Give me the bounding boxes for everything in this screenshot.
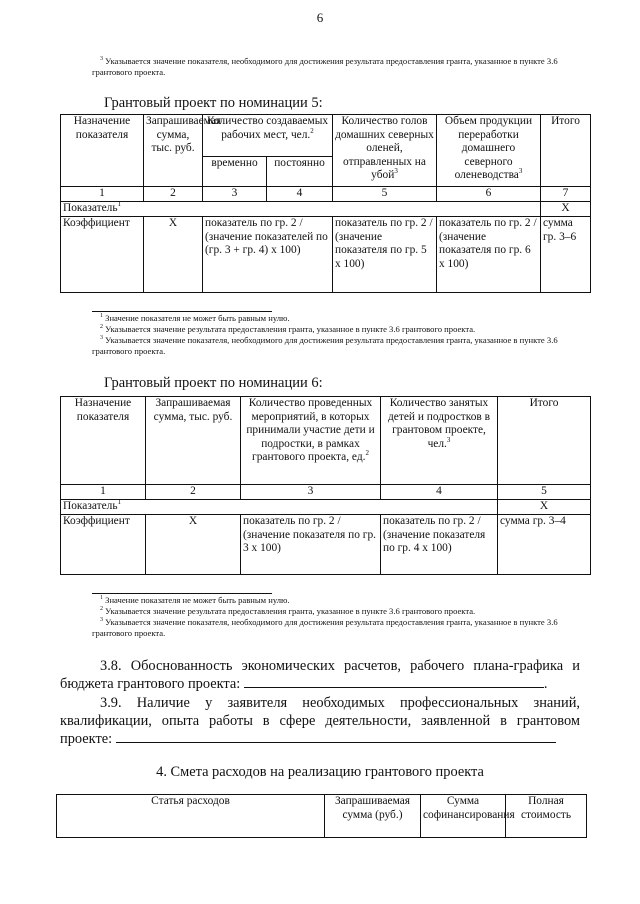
- t5-num-7: 7: [541, 187, 591, 202]
- section-4-title: 4. Смета расходов на реализацию грантового проекта: [156, 764, 484, 780]
- budget-head-item: Статья расходов: [57, 795, 325, 838]
- t6-num-2: 2: [146, 485, 241, 500]
- footnote-rule-6: [92, 593, 272, 594]
- table-nomination-6: [60, 396, 591, 575]
- t6-footnote-2: $^2$ Указывается значение результата предоставления гранта, указанное в пункте 3.6 грантового проекта.: [100, 606, 476, 616]
- table6-title: Грантовый проект по номинации 6:: [104, 375, 323, 391]
- t5-coef-production: показатель по гр. 2 / (значение показателя по гр. 6 х 100): [437, 217, 541, 293]
- t6-head-total: Итого: [498, 397, 591, 485]
- budget-head-full-cost: Полная стоимость: [506, 795, 587, 838]
- t6-coef-children: показатель по гр. 2 / (значение показателя по гр. 4 х 100): [381, 515, 498, 575]
- table5-footnotes: [92, 313, 592, 357]
- t5-head-jobs: Количество создаваемых рабочих мест, чел.$^2$: [203, 115, 333, 157]
- t6-head-children: Количество занятых детей и подростков в грантовом проекте, чел.$^3$: [381, 397, 498, 485]
- top-footnote-text: Указывается значение показателя, необходимого для достижения результата предоставления гранта, указанное в пункте 3.6 грантового проекта.: [92, 56, 558, 77]
- t5-num-1: 1: [61, 187, 144, 202]
- t6-indicator-label: Показатель$^1$: [61, 500, 498, 515]
- t5-head-temporary: временно: [203, 157, 267, 187]
- paragraph-3-9: 3.9. Наличие у заявителя необходимых профессиональных знаний, квалификации, опыта работы в сфере деятельности, заявленной в грантовом проекте:: [60, 695, 580, 747]
- t5-indicator-total: Х: [541, 202, 591, 217]
- t5-footnote-3: $^3$ Указывается значение показателя, необходимого для достижения результата предоставления гранта, указанное в пункте 3.6 грантового проекта.: [92, 335, 558, 356]
- t5-coef-deer: показатель по гр. 2 / (значение показателя по гр. 5 х 100): [333, 217, 437, 293]
- t6-coef-total: сумма гр. 3–4: [498, 515, 591, 575]
- t6-num-4: 4: [381, 485, 498, 500]
- t5-footnote-1: $^1$ Значение показателя не может быть равным нулю.: [100, 313, 290, 323]
- top-footnote: $^3$ Указывается значение показателя, необходимого для достижения результата предоставления гранта, указанное в пункте 3.6 грантового проекта.: [92, 56, 558, 77]
- t5-num-2: 2: [144, 187, 203, 202]
- t6-footnote-3: $^3$ Указывается значение показателя, необходимого для достижения результата предоставления гранта, указанное в пункте 3.6 грантового проекта.: [92, 617, 558, 638]
- t5-coef-sum: Х: [144, 217, 203, 293]
- t5-coef-jobs: показатель по гр. 2 / (значение показателей по (гр. 3 + гр. 4) х 100): [203, 217, 333, 293]
- t6-coef-events: показатель по гр. 2 / (значение показателя по гр. 3 х 100): [241, 515, 381, 575]
- t5-num-4: 4: [267, 187, 333, 202]
- t5-head-purpose: Назначение показателя: [61, 115, 144, 187]
- t5-num-5: 5: [333, 187, 437, 202]
- table-nomination-5: [60, 114, 591, 293]
- t5-head-permanent: постоянно: [267, 157, 333, 187]
- t5-footnote-2: $^2$ Указывается значение результата предоставления гранта, указанное в пункте 3.6 грантового проекта.: [100, 324, 476, 334]
- t6-head-purpose: Назначение показателя: [61, 397, 146, 485]
- t6-footnote-1: $^1$ Значение показателя не может быть равным нулю.: [100, 595, 290, 605]
- t6-num-5: 5: [498, 485, 591, 500]
- footnote-rule-5: [92, 311, 272, 312]
- fill-line-3-8: [244, 687, 544, 688]
- t5-coef-total: сумма гр. 3–6: [541, 217, 591, 293]
- paragraph-3-8: 3.8. Обоснованность экономических расчетов, рабочего плана-графика и бюджета грантового проекта: .: [60, 658, 580, 692]
- t6-head-events: Количество проведенных мероприятий, в которых принимали участие дети и подростки, в рамках грантового проекта, ед.$^2$: [241, 397, 381, 485]
- t5-num-6: 6: [437, 187, 541, 202]
- budget-head-requested: Запрашиваемая сумма (руб.): [325, 795, 421, 838]
- t6-num-1: 1: [61, 485, 146, 500]
- t6-head-sum: Запрашиваемая сумма, тыс. руб.: [146, 397, 241, 485]
- t6-num-3: 3: [241, 485, 381, 500]
- page-number: 6: [316, 10, 324, 25]
- t5-head-deer: Количество голов домашних северных оленей, отправленных на убой$^3$: [333, 115, 437, 187]
- t5-head-sum: Запрашиваемая сумма, тыс. руб.: [144, 115, 203, 187]
- t5-head-total: Итого: [541, 115, 591, 187]
- t5-indicator-label: Показатель$^1$: [61, 202, 541, 217]
- t5-coef-label: Коэффициент: [61, 217, 144, 293]
- fill-line-3-9: [116, 742, 556, 743]
- table-budget: [56, 794, 587, 838]
- t5-head-production: Объем продукции переработки домашнего северного оленеводства$^3$: [437, 115, 541, 187]
- t6-indicator-total: Х: [498, 500, 591, 515]
- table5-title: Грантовый проект по номинации 5:: [104, 95, 323, 111]
- t5-num-3: 3: [203, 187, 267, 202]
- t6-coef-sum: Х: [146, 515, 241, 575]
- table6-footnotes: [92, 595, 592, 639]
- budget-head-cofinancing: Сумма софинансирования: [421, 795, 506, 838]
- t6-coef-label: Коэффициент: [61, 515, 146, 575]
